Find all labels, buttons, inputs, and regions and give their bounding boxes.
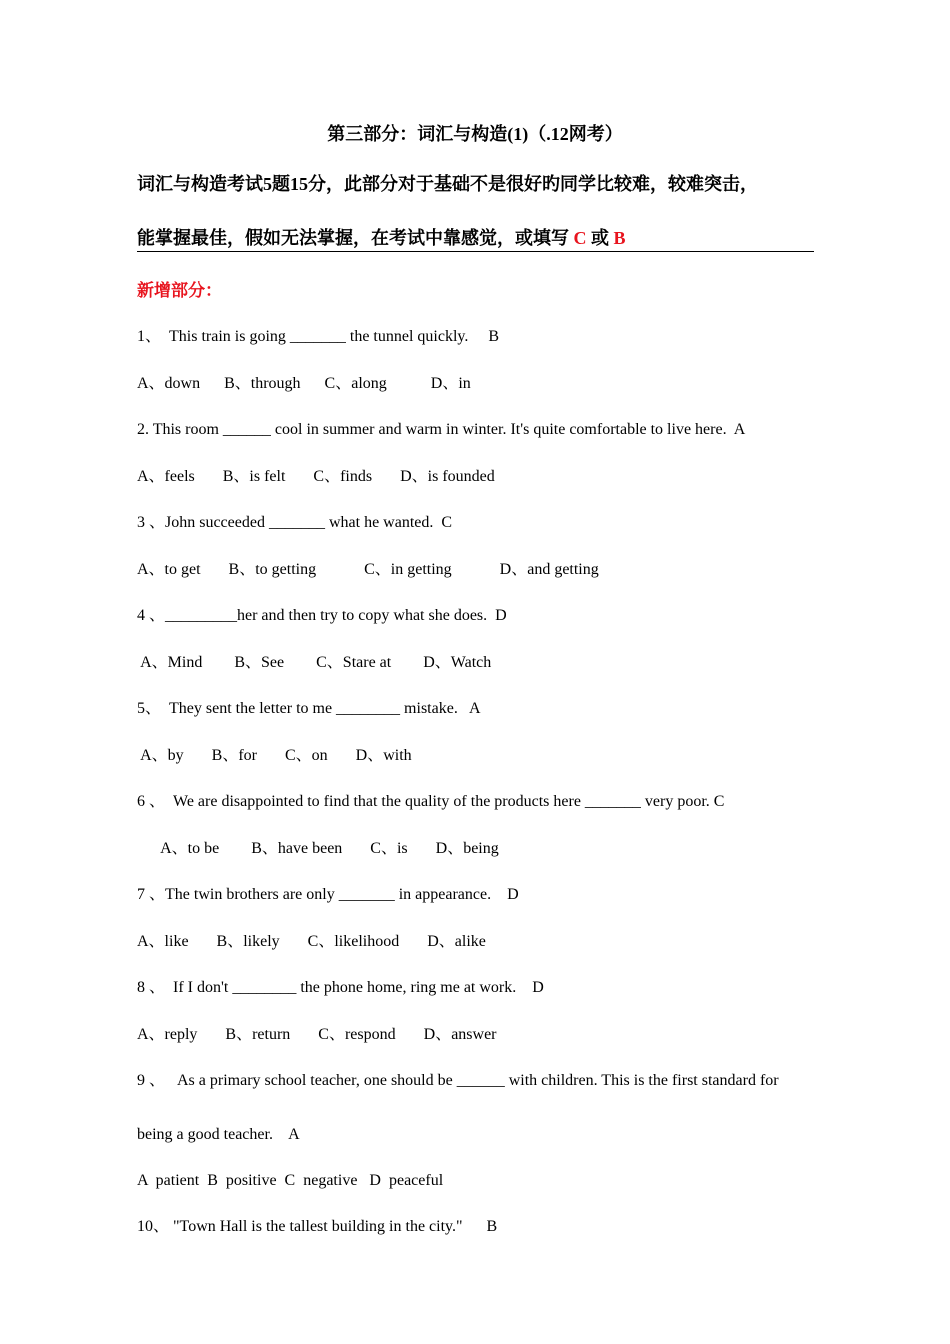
intro-line-1: 词汇与构造考试5题15分，此部分对于基础不是很好旳同学比较难，较难突击， — [137, 174, 758, 194]
page-title: 第三部分：词汇与构造(1)（.12网考） — [327, 124, 623, 144]
intro-option-b: B — [613, 228, 626, 248]
question-8-options: A、reply B、return C、respond D、answer — [137, 1026, 497, 1043]
question-1-options: A、down B、through C、along D、in — [137, 375, 471, 392]
question-2-stem: 2. This room ______ cool in summer and warm in winter. It's quite comfortable to live here. A — [137, 421, 746, 438]
question-6-stem: 6 、 We are disappointed to find that the quality of the products here _______ very poor. C — [137, 793, 725, 810]
question-9-stem-continued: being a good teacher. A — [137, 1126, 300, 1143]
question-9-options: A patient B positive C negative D peaceful — [137, 1172, 444, 1189]
question-8-stem: 8 、 If I don't ________ the phone home, ring me at work. D — [137, 979, 544, 996]
intro-option-c: C — [573, 228, 587, 248]
question-5-options: A、by B、for C、on D、with — [137, 747, 412, 764]
question-3-stem: 3 、John succeeded _______ what he wanted. C — [137, 514, 453, 531]
question-9-stem: 9 、 As a primary school teacher, one should be ______ with children. This is the first standard for — [137, 1072, 779, 1089]
question-5-stem: 5、 They sent the letter to me ________ mistake. A — [137, 700, 481, 717]
question-1-stem: 1、 This train is going _______ the tunnel quickly. B — [137, 328, 500, 345]
intro-line-2 — [137, 226, 626, 250]
intro-joiner: 或 — [586, 228, 614, 248]
intro-underline — [137, 251, 814, 252]
question-2-options: A、feels B、is felt C、finds D、is founded — [137, 468, 495, 485]
question-7-stem: 7 、The twin brothers are only _______ in appearance. D — [137, 886, 519, 903]
intro-line-2-text: 能掌握最佳，假如无法掌握，在考试中靠感觉，或填写 — [137, 228, 574, 248]
question-4-stem: 4 、_________her and then try to copy what she does. D — [137, 607, 507, 624]
question-6-options: A、to be B、have been C、is D、being — [137, 840, 499, 857]
question-4-options: A、Mind B、See C、Stare at D、Watch — [137, 654, 492, 671]
question-7-options: A、like B、likely C、likelihood D、alike — [137, 933, 486, 950]
question-3-options: A、to get B、to getting C、in getting D、and getting — [137, 561, 599, 578]
question-10-stem: 10、 "Town Hall is the tallest building in the city." B — [137, 1218, 498, 1235]
section-label: 新增部分： — [137, 281, 222, 300]
